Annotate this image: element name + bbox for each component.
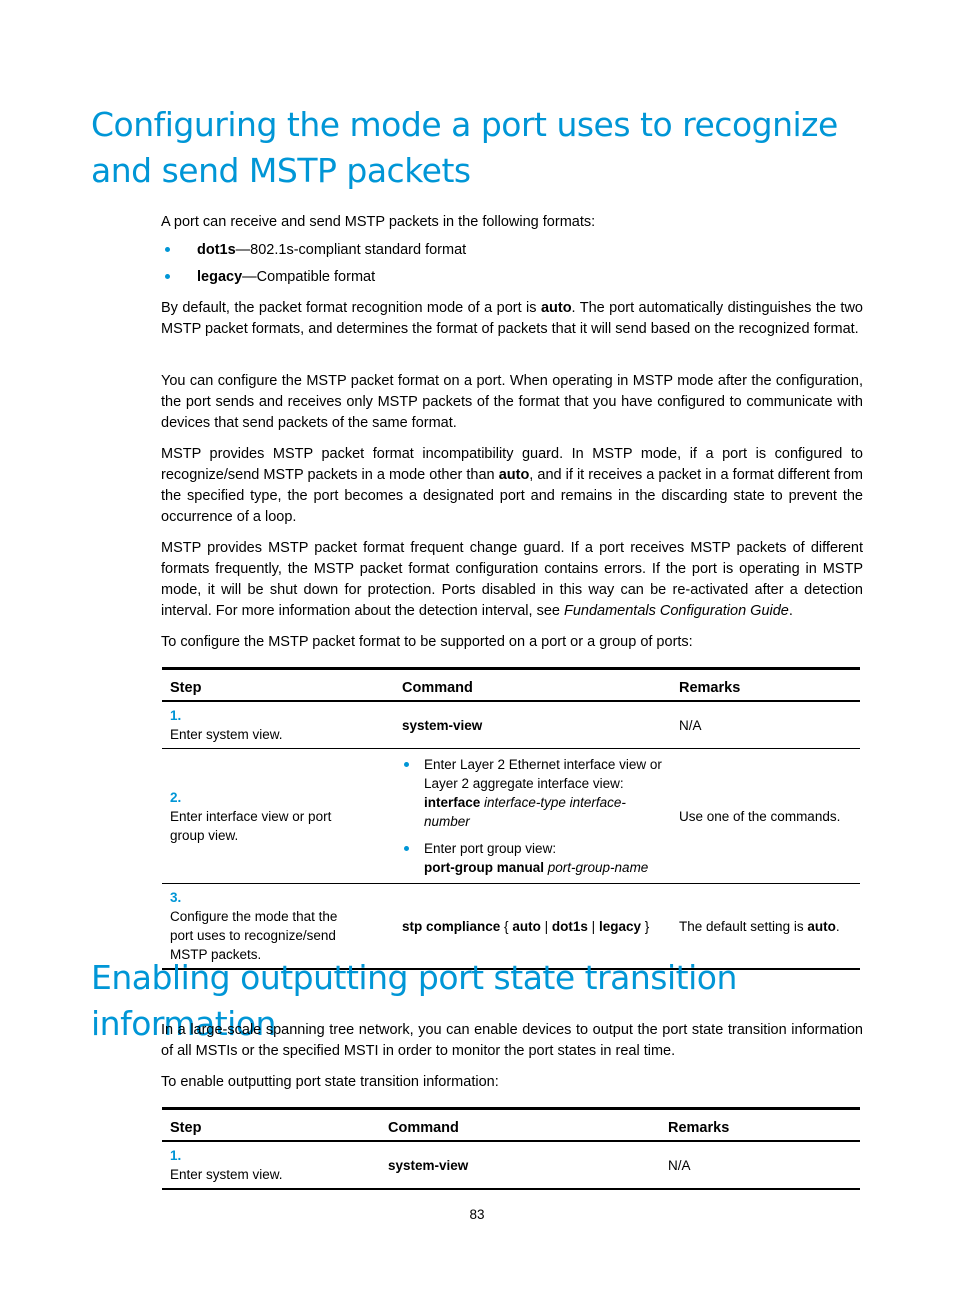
format-desc: —802.1s-compliant standard format [235,242,467,258]
column-header-remarks: Remarks [668,1120,730,1136]
steps-table-mstp-format [162,667,860,970]
formats-list [161,240,863,294]
paragraph-configure-format: You can configure the MSTP packet format on a port. When operating in MSTP mode after the configuration, the port sends and receives only MSTP packets of the format that you have configured to communicate with devices that send packets of the same format. [161,373,863,431]
list-item [161,240,863,267]
table-intro: To configure the MSTP packet format to be supported on a port or a group of ports: [161,634,693,650]
column-header-command: Command [402,680,473,696]
format-name: legacy [197,269,243,285]
command-options [402,755,663,877]
table-row: 3.Configure the mode that the port uses to recognize/send MSTP packets. stp compliance { auto | dot1s | legacy } The default setting is auto. [162,884,860,970]
table-row: 1.Enter system view. system-view N/A [162,1141,860,1189]
paragraph-port-state-output: In a large-scale spanning tree network, you can enable devices to output the port state transition information of all MSTIs or the specified MSTI in order to monitor the port states in real time. [161,1022,863,1059]
section-title-port-state-transition: Enabling outputting port state transition information [91,958,737,1043]
paragraph-frequent-change-guard: MSTP provides MSTP packet format frequent change guard. If a port receives MSTP packets of different formats frequently, the MSTP packet format configuration contains errors. If the port is operating in MSTP mode, it will be shut down for protection. Ports disabled in this way can be re-activated after a detection interval. For more information about the detection interval, see Fundamentals Configuration Guide. [161,540,863,619]
column-header-step: Step [170,1120,202,1136]
bullet-dot-icon [165,247,170,252]
paragraph-default-mode: By default, the packet format recognition mode of a port is auto. The port automatically distinguishes the two MSTP packet formats, and determines the format of packets that it will send based on the recognized format. [161,300,863,337]
table-row: 1.Enter system view. system-view N/A [162,701,860,749]
format-name: dot1s [197,242,236,258]
column-header-command: Command [388,1120,459,1136]
table-intro: To enable outputting port state transition information: [161,1074,499,1090]
bullet-dot-icon [404,762,409,767]
column-header-remarks: Remarks [679,680,741,696]
bullet-dot-icon [404,846,409,851]
steps-table-port-state [162,1107,860,1190]
paragraph-incompatibility-guard: MSTP provides MSTP packet format incompatibility guard. In MSTP mode, if a port is configured to recognize/send MSTP packets in a mode other than auto, and if it receives a packet in a format different from the specified type, the port becomes a designated port and remains in the discarding state to prevent the occurrence of a loop. [161,446,864,525]
format-desc: —Compatible format [242,269,376,285]
bullet-dot-icon [165,274,170,279]
list-item: Enter port group view: port-group manual port-group-name [402,839,663,877]
table-row: 2.Enter interface view or port group view. Enter Layer 2 Ethernet interface view or Layer 2 aggregate interface view: interface interface-type interface-number Enter port group view: port-group manual port-group-name Use one of the commands. [162,749,860,884]
command-text: stp compliance { auto | dot1s | legacy } [402,918,650,934]
section-title-mstp-packet-mode: Configuring the mode a port uses to recognize and send MSTP packets [91,105,838,190]
page-number: 83 [469,1207,485,1222]
formats-intro: A port can receive and send MSTP packets in the following formats: [161,214,596,230]
command-text: system-view [402,717,483,733]
list-item: Enter Layer 2 Ethernet interface view or Layer 2 aggregate interface view: interface interface-type interface-number [402,755,663,831]
list-item [161,267,863,294]
column-header-step: Step [170,680,202,696]
command-text: system-view [388,1157,469,1173]
